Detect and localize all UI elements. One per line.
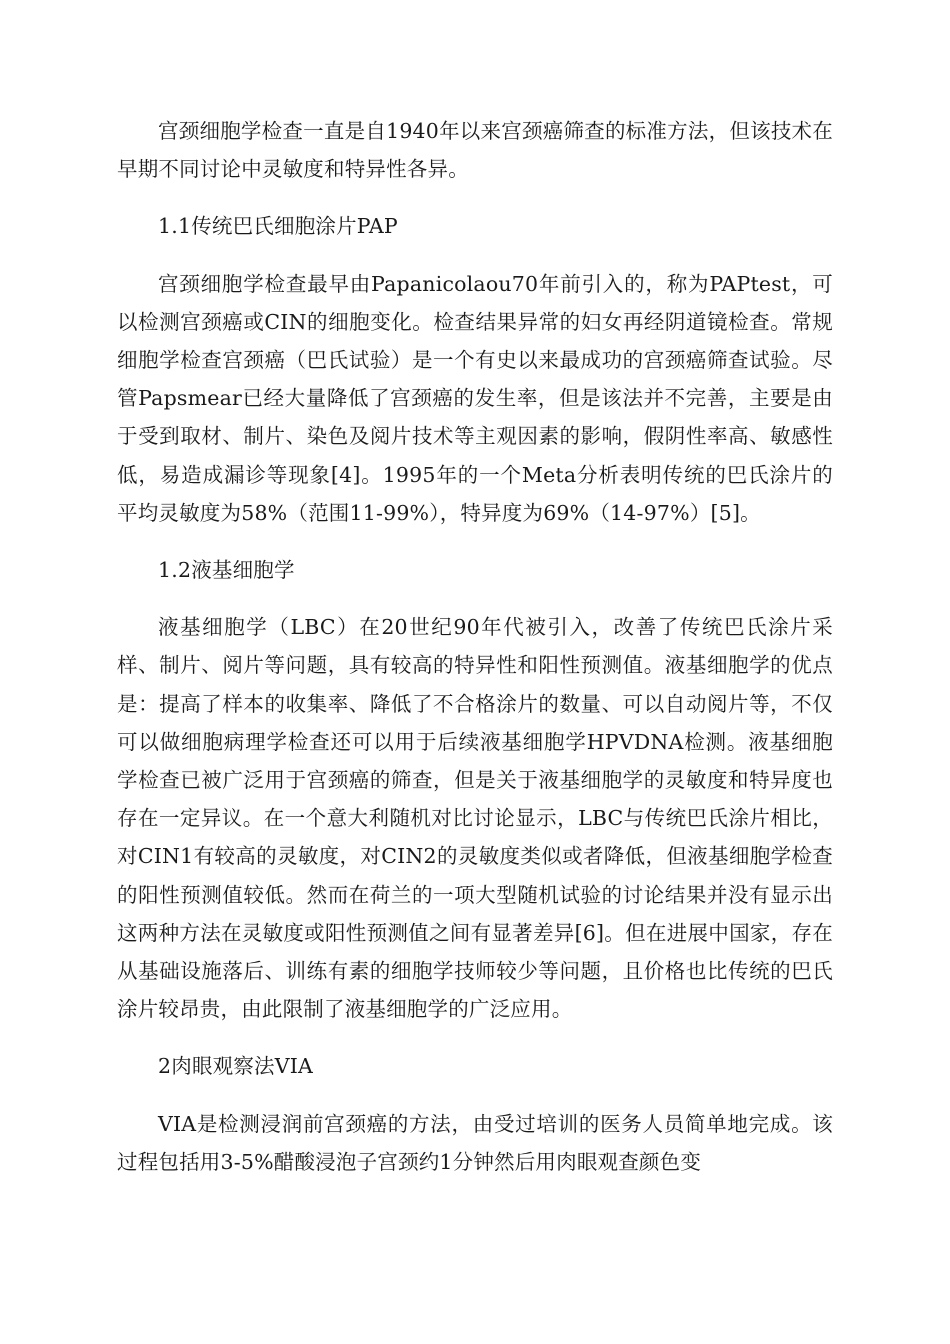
document-body bbox=[117, 112, 833, 1200]
paragraph-intro: 宫颈细胞学检查一直是自1940年以来宫颈癌筛查的标准方法，但该技术在早期不同讨论中灵敏度和特异性各异。 bbox=[117, 119, 833, 182]
section-heading-1-2: 1.2液基细胞学 bbox=[158, 558, 295, 583]
section-heading-2: 2肉眼观察法VIA bbox=[158, 1054, 314, 1079]
paragraph-via: VIA是检测浸润前宫颈癌的方法，由受过培训的医务人员简单地完成。该过程包括用3-5%醋酸浸泡子宫颈约1分钟然后用肉眼观查颜色变 bbox=[117, 1111, 833, 1174]
paragraph-lbc: 液基细胞学（LBC）在20世纪90年代被引入，改善了传统巴氏涂片采样、制片、阅片等问题，具有较高的特异性和阳性预测值。液基细胞学的优点是：提高了样本的收集率、降低了不合格涂片的数量、可以自动阅片等，不仅可以做细胞病理学检查还可以用于后续液基细胞学HPVDNA检测。液基细胞学检查已被广泛用于宫颈癌的筛查，但是关于液基细胞学的灵敏度和特异度也存在一定异议。在一个意大利随机对比讨论显示，LBC与传统巴氏涂片相比，对CIN1有较高的灵敏度，对CIN2的灵敏度类似或者降低，但液基细胞学检查的阳性预测值较低。然而在荷兰的一项大型随机试验的讨论结果并没有显示出这两种方法在灵敏度或阳性预测值之间有显著差异[6]。但在进展中国家，存在从基础设施落后、训练有素的细胞学技师较少等问题，且价格也比传统的巴氏涂片较昂贵，由此限制了液基细胞学的广泛应用。 bbox=[117, 615, 833, 1022]
paragraph-pap: 宫颈细胞学检查最早由Papanicolaou70年前引入的，称为PAPtest，可以检测宫颈癌或CIN的细胞变化。检查结果异常的妇女再经阴道镜检查。常规细胞学检查宫颈癌（巴氏试验）是一个有史以来最成功的宫颈癌筛查试验。尽管Papsmear已经大量降低了宫颈癌的发生率，但是该法并不完善，主要是由于受到取材、制片、染色及阅片技术等主观因素的影响，假阴性率高、敏感性低，易造成漏诊等现象[4]。1995年的一个Meta分析表明传统的巴氏涂片的平均灵敏度为58%（范围11-99%），特异度为69%（14-97%）[5]。 bbox=[117, 271, 833, 525]
section-heading-1-1: 1.1传统巴氏细胞涂片PAP bbox=[158, 214, 398, 239]
